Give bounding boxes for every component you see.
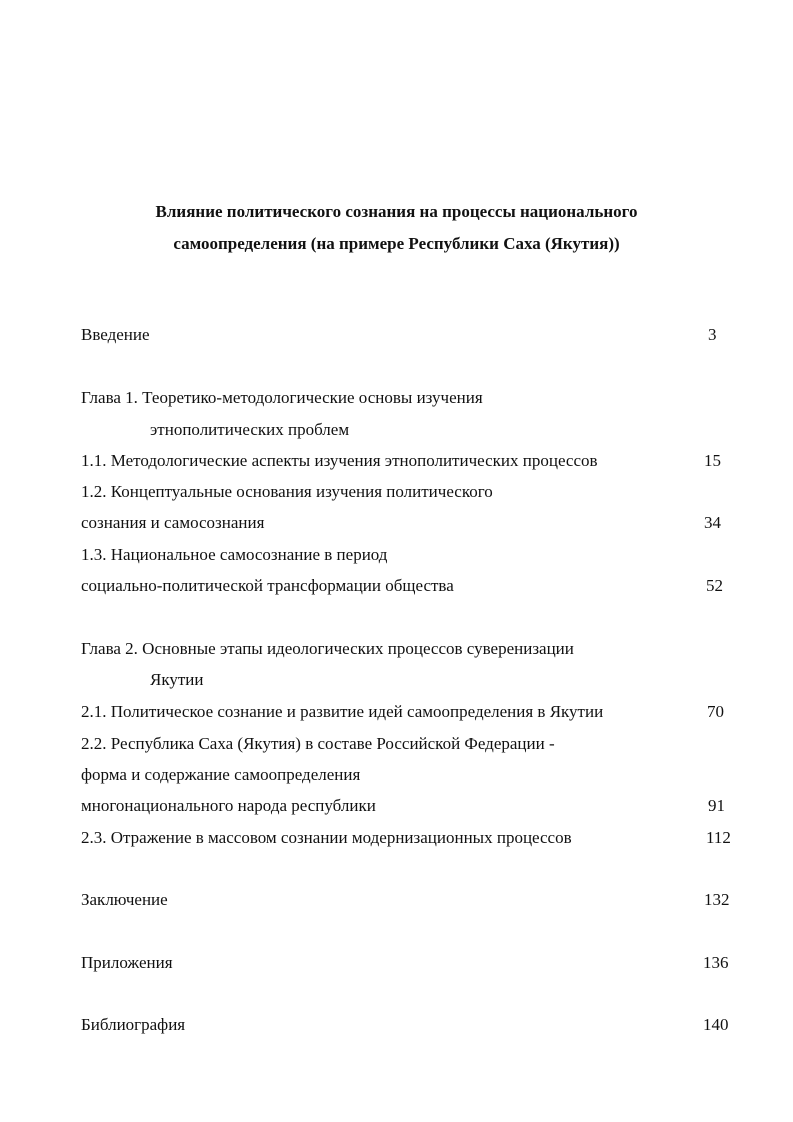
toc-section-1-1-label: 1.1. Методологические аспекты изучения этнополитических процессов (81, 451, 598, 470)
toc-section-1-2-line-1: 1.2. Концептуальные основания изучения политического (81, 482, 493, 501)
title-line-2: самоопределения (на примере Республики Саха (Якутия)) (173, 234, 620, 253)
toc-chapter-1-line-1: Глава 1. Теоретико-методологические основы изучения (81, 388, 483, 407)
toc-appendix-page: 136 (703, 953, 729, 972)
document-title (0, 196, 793, 260)
toc-section-2-3-label: 2.3. Отражение в массовом сознании модернизационных процессов (81, 828, 572, 847)
toc-intro-label: Введение (81, 325, 150, 344)
toc-section-1-1-page: 15 (704, 451, 721, 470)
toc-section-1-3-line-2: социально-политической трансформации общества (81, 576, 454, 595)
toc-section-1-3-line-1: 1.3. Национальное самосознание в период (81, 545, 388, 564)
toc-chapter-2-line-1: Глава 2. Основные этапы идеологических процессов суверенизации (81, 639, 574, 658)
toc-appendix-label: Приложения (81, 953, 173, 972)
toc-chapter-2-line-2: Якутии (150, 670, 204, 689)
toc-section-1-2-page: 34 (704, 513, 721, 532)
toc-section-2-2-line-3: многонационального народа республики (81, 796, 376, 815)
toc-section-2-3-page: 112 (706, 828, 731, 847)
toc-conclusion-page: 132 (704, 890, 730, 909)
toc-intro-page: 3 (708, 325, 717, 344)
toc-section-2-1-page: 70 (707, 702, 724, 721)
toc-section-2-2-line-2: форма и содержание самоопределения (81, 765, 361, 784)
toc-section-2-2-page: 91 (708, 796, 725, 815)
toc-conclusion-label: Заключение (81, 890, 168, 909)
toc-section-2-1-label: 2.1. Политическое сознание и развитие идей самоопределения в Якутии (81, 702, 604, 721)
toc-chapter-1-line-2: этнополитических проблем (150, 420, 350, 439)
toc-bibliography-page: 140 (703, 1015, 729, 1034)
toc-section-1-2-line-2: сознания и самосознания (81, 513, 265, 532)
toc-bibliography-label: Библиография (81, 1015, 186, 1034)
title-line-1: Влияние политического сознания на процессы национального (155, 202, 638, 221)
toc-section-1-3-page: 52 (706, 576, 723, 595)
toc-section-2-2-line-1: 2.2. Республика Саха (Якутия) в составе Российской Федерации - (81, 734, 555, 753)
